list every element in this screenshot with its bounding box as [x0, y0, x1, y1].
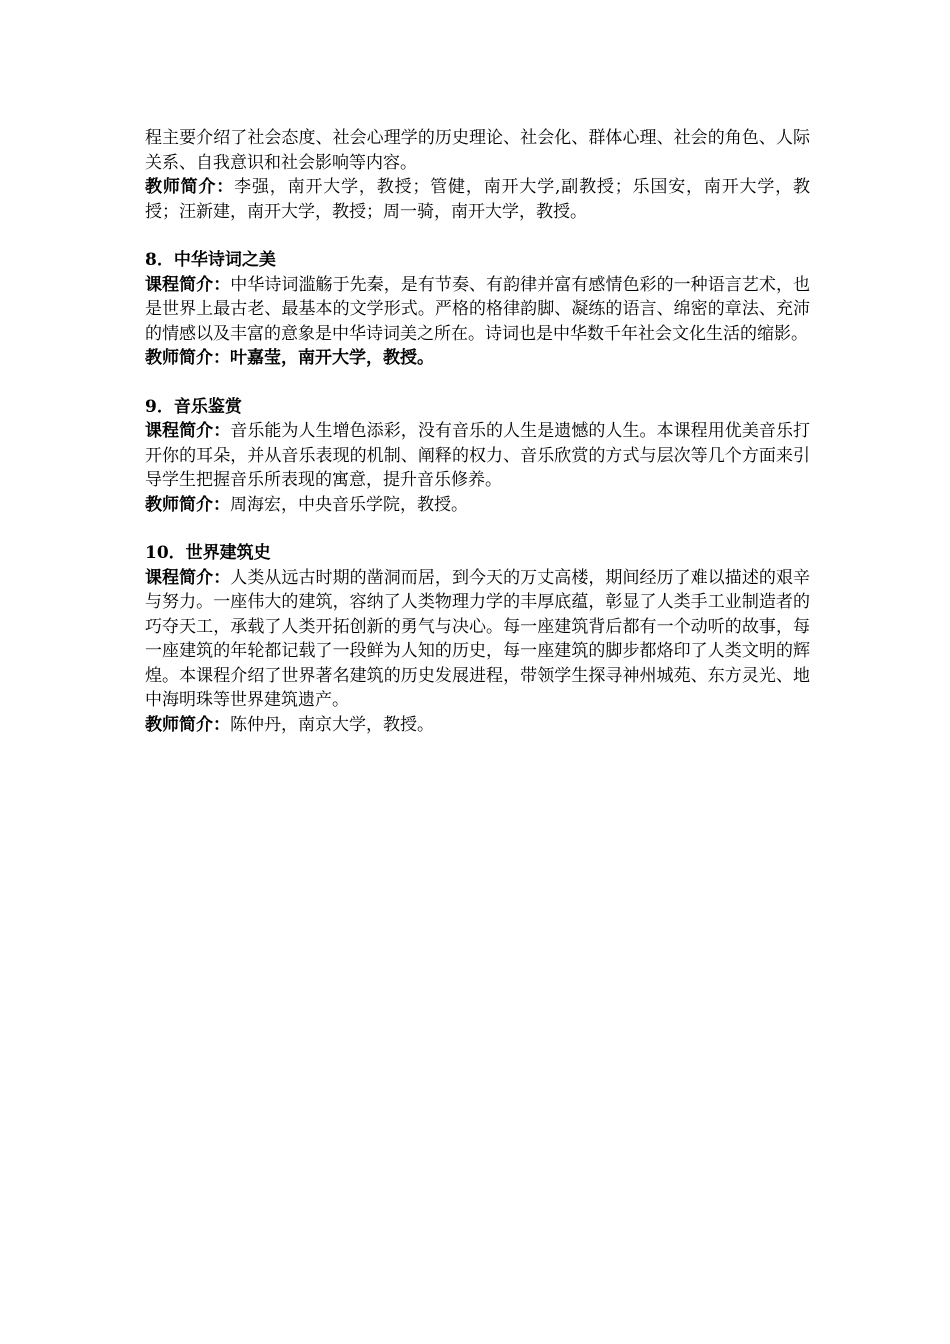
teacher-intro-label: 教师简介： — [145, 714, 230, 735]
teacher-intro-label: 教师简介： — [145, 177, 235, 197]
course-intro — [145, 419, 810, 493]
course-title: 8．中华诗词之美 — [145, 250, 276, 270]
teacher-intro — [145, 493, 810, 518]
teacher-intro-text: 周海宏，中央音乐学院，教授。 — [230, 494, 468, 515]
course-intro — [145, 566, 810, 713]
course-intro — [145, 273, 810, 347]
teacher-intro-label: 教师简介： — [145, 494, 230, 515]
teacher-intro-text: 李强，南开大学，教授；管健，南开大学,副教授；乐国安，南开大学，教授；汪新建，南开大学，教授；周一骑，南开大学，教授。 — [145, 177, 811, 222]
course-intro-text: 音乐能为人生增色添彩，没有音乐的人生是遗憾的人生。本课程用优美音乐打开你的耳朵，并从音乐表现的机制、阐释的权力、音乐欣赏的方式与层次等几个方面来引导学生把握音乐所表现的寓意，提升音乐修养。 — [145, 421, 811, 490]
course-intro-label: 课程简介： — [145, 567, 231, 588]
teacher-intro — [145, 713, 810, 738]
teacher-intro-text: 叶嘉莹，南开大学，教授。 — [230, 348, 434, 368]
teacher-intro-text: 陈仲丹，南京大学，教授。 — [230, 714, 434, 735]
course-intro-label: 课程简介： — [145, 421, 231, 441]
course-intro-text: 中华诗词滥觞于先秦，是有节奏、有韵律并富有感情色彩的一种语言艺术，也是世界上最古老、最基本的文学形式。严格的格律韵脚、凝练的语言、绵密的章法、充沛的情感以及丰富的意象是中华诗词美之所在。诗词也是中华数千年社会文化生活的缩影。 — [145, 274, 811, 344]
course-intro-continuation: 程主要介绍了社会态度、社会心理学的历史理论、社会化、群体心理、社会的角色、人际关系、自我意识和社会影响等内容。 — [145, 128, 810, 173]
document-page — [145, 126, 810, 737]
teacher-intro-label: 教师简介： — [145, 348, 230, 368]
course-title: 9．音乐鉴赏 — [145, 396, 242, 417]
teacher-intro — [145, 346, 810, 371]
course-title: 10．世界建筑史 — [145, 543, 271, 563]
course-intro-label: 课程简介： — [145, 274, 231, 295]
teacher-intro — [145, 175, 810, 224]
course-intro-text: 人类从远古时期的凿洞而居，到今天的万丈高楼，期间经历了难以描述的艰辛与努力。一座伟大的建筑，容纳了人类物理力学的丰厚底蕴，彰显了人类手工业制造者的巧夺天工，承载了人类开拓创新的勇气与决心。每一座建筑背后都有一个动听的故事，每一座建筑的年轮都记载了一段鲜为人知的历史，每一座建筑的脚步都烙印了人类文明的辉煌。本课程介绍了世界著名建筑的历史发展进程，带领学生探寻神州城苑、东方灵光、地中海明珠等世界建筑遗产。 — [145, 567, 811, 710]
